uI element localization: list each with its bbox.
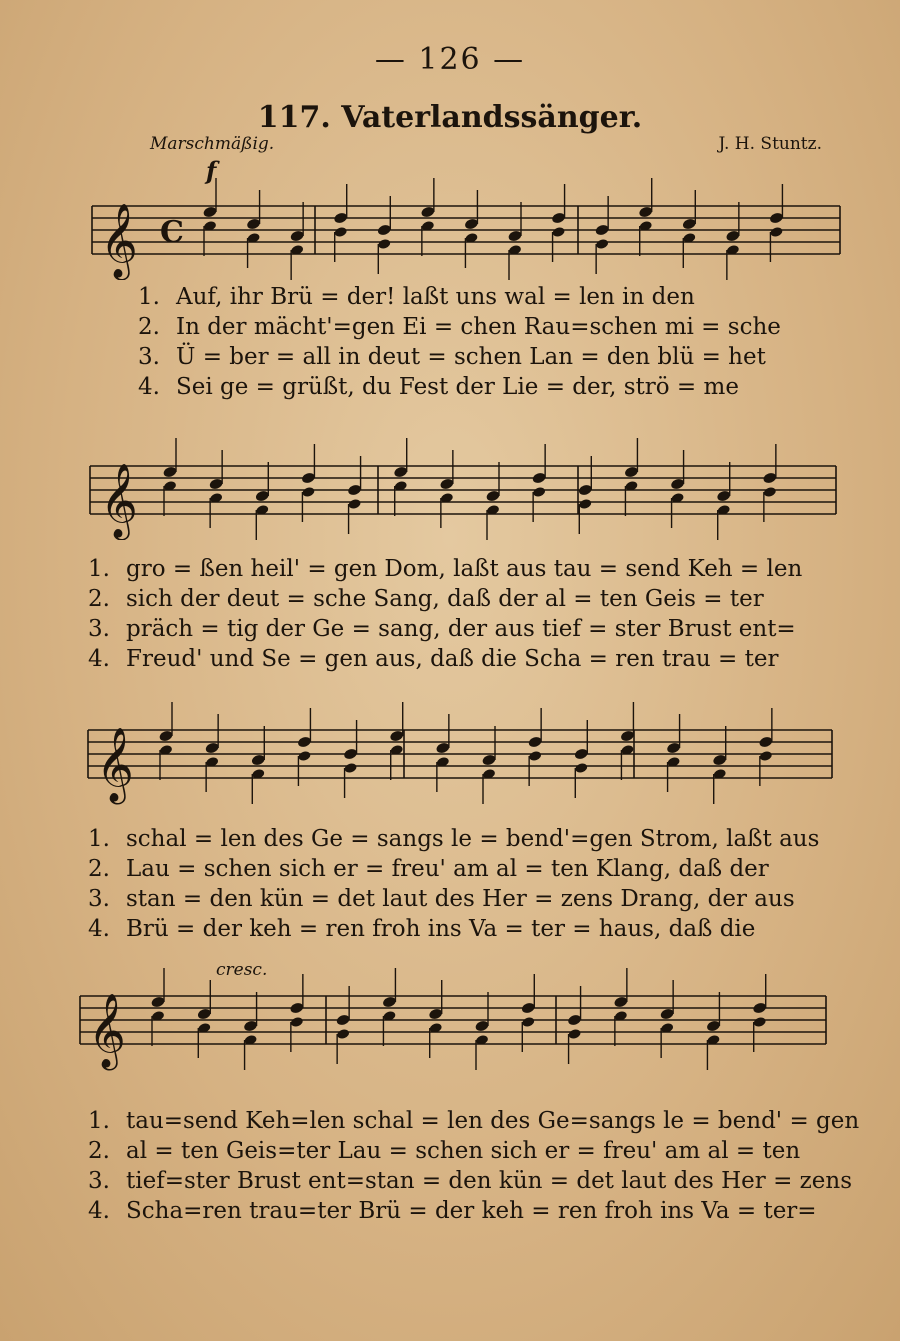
music-system-3: [0, 690, 900, 820]
notehead: [336, 1028, 350, 1040]
notehead: [769, 226, 783, 238]
treble-clef-icon: 𝄞: [96, 728, 134, 802]
music-system-4: [0, 960, 900, 1100]
tempo-marking: Marschmäßig.: [150, 134, 275, 154]
song-title: 117. Vaterlandssänger.: [257, 100, 643, 135]
page-number: — 126 —: [374, 42, 526, 77]
common-time-icon: C: [160, 215, 184, 250]
notehead: [290, 1016, 304, 1028]
notehead: [759, 750, 773, 762]
notehead: [574, 762, 588, 774]
notehead: [301, 486, 315, 498]
staff-1: [0, 160, 900, 280]
notehead: [334, 226, 348, 238]
treble-clef-icon: 𝄞: [100, 204, 138, 278]
notehead: [377, 238, 391, 250]
notehead: [551, 226, 565, 238]
notehead: [578, 498, 592, 510]
notehead: [753, 1016, 767, 1028]
composer-name: J. H. Stuntz.: [718, 134, 822, 154]
notehead: [343, 762, 357, 774]
notehead: [521, 1016, 535, 1028]
music-system-1: [0, 156, 900, 280]
treble-clef-icon: 𝄞: [88, 994, 126, 1068]
crescendo-marking: cresc.: [216, 960, 268, 980]
notehead: [297, 750, 311, 762]
notehead: [595, 238, 609, 250]
staff-2: [0, 420, 900, 540]
notehead: [763, 486, 777, 498]
music-system-2: [0, 420, 900, 540]
staff-4: [0, 960, 900, 1100]
notehead: [532, 486, 546, 498]
dynamic-marking: f: [206, 156, 217, 185]
treble-clef-icon: 𝄞: [100, 464, 138, 538]
notehead: [347, 498, 361, 510]
staff-3: [0, 690, 900, 820]
notehead: [567, 1028, 581, 1040]
notehead: [528, 750, 542, 762]
